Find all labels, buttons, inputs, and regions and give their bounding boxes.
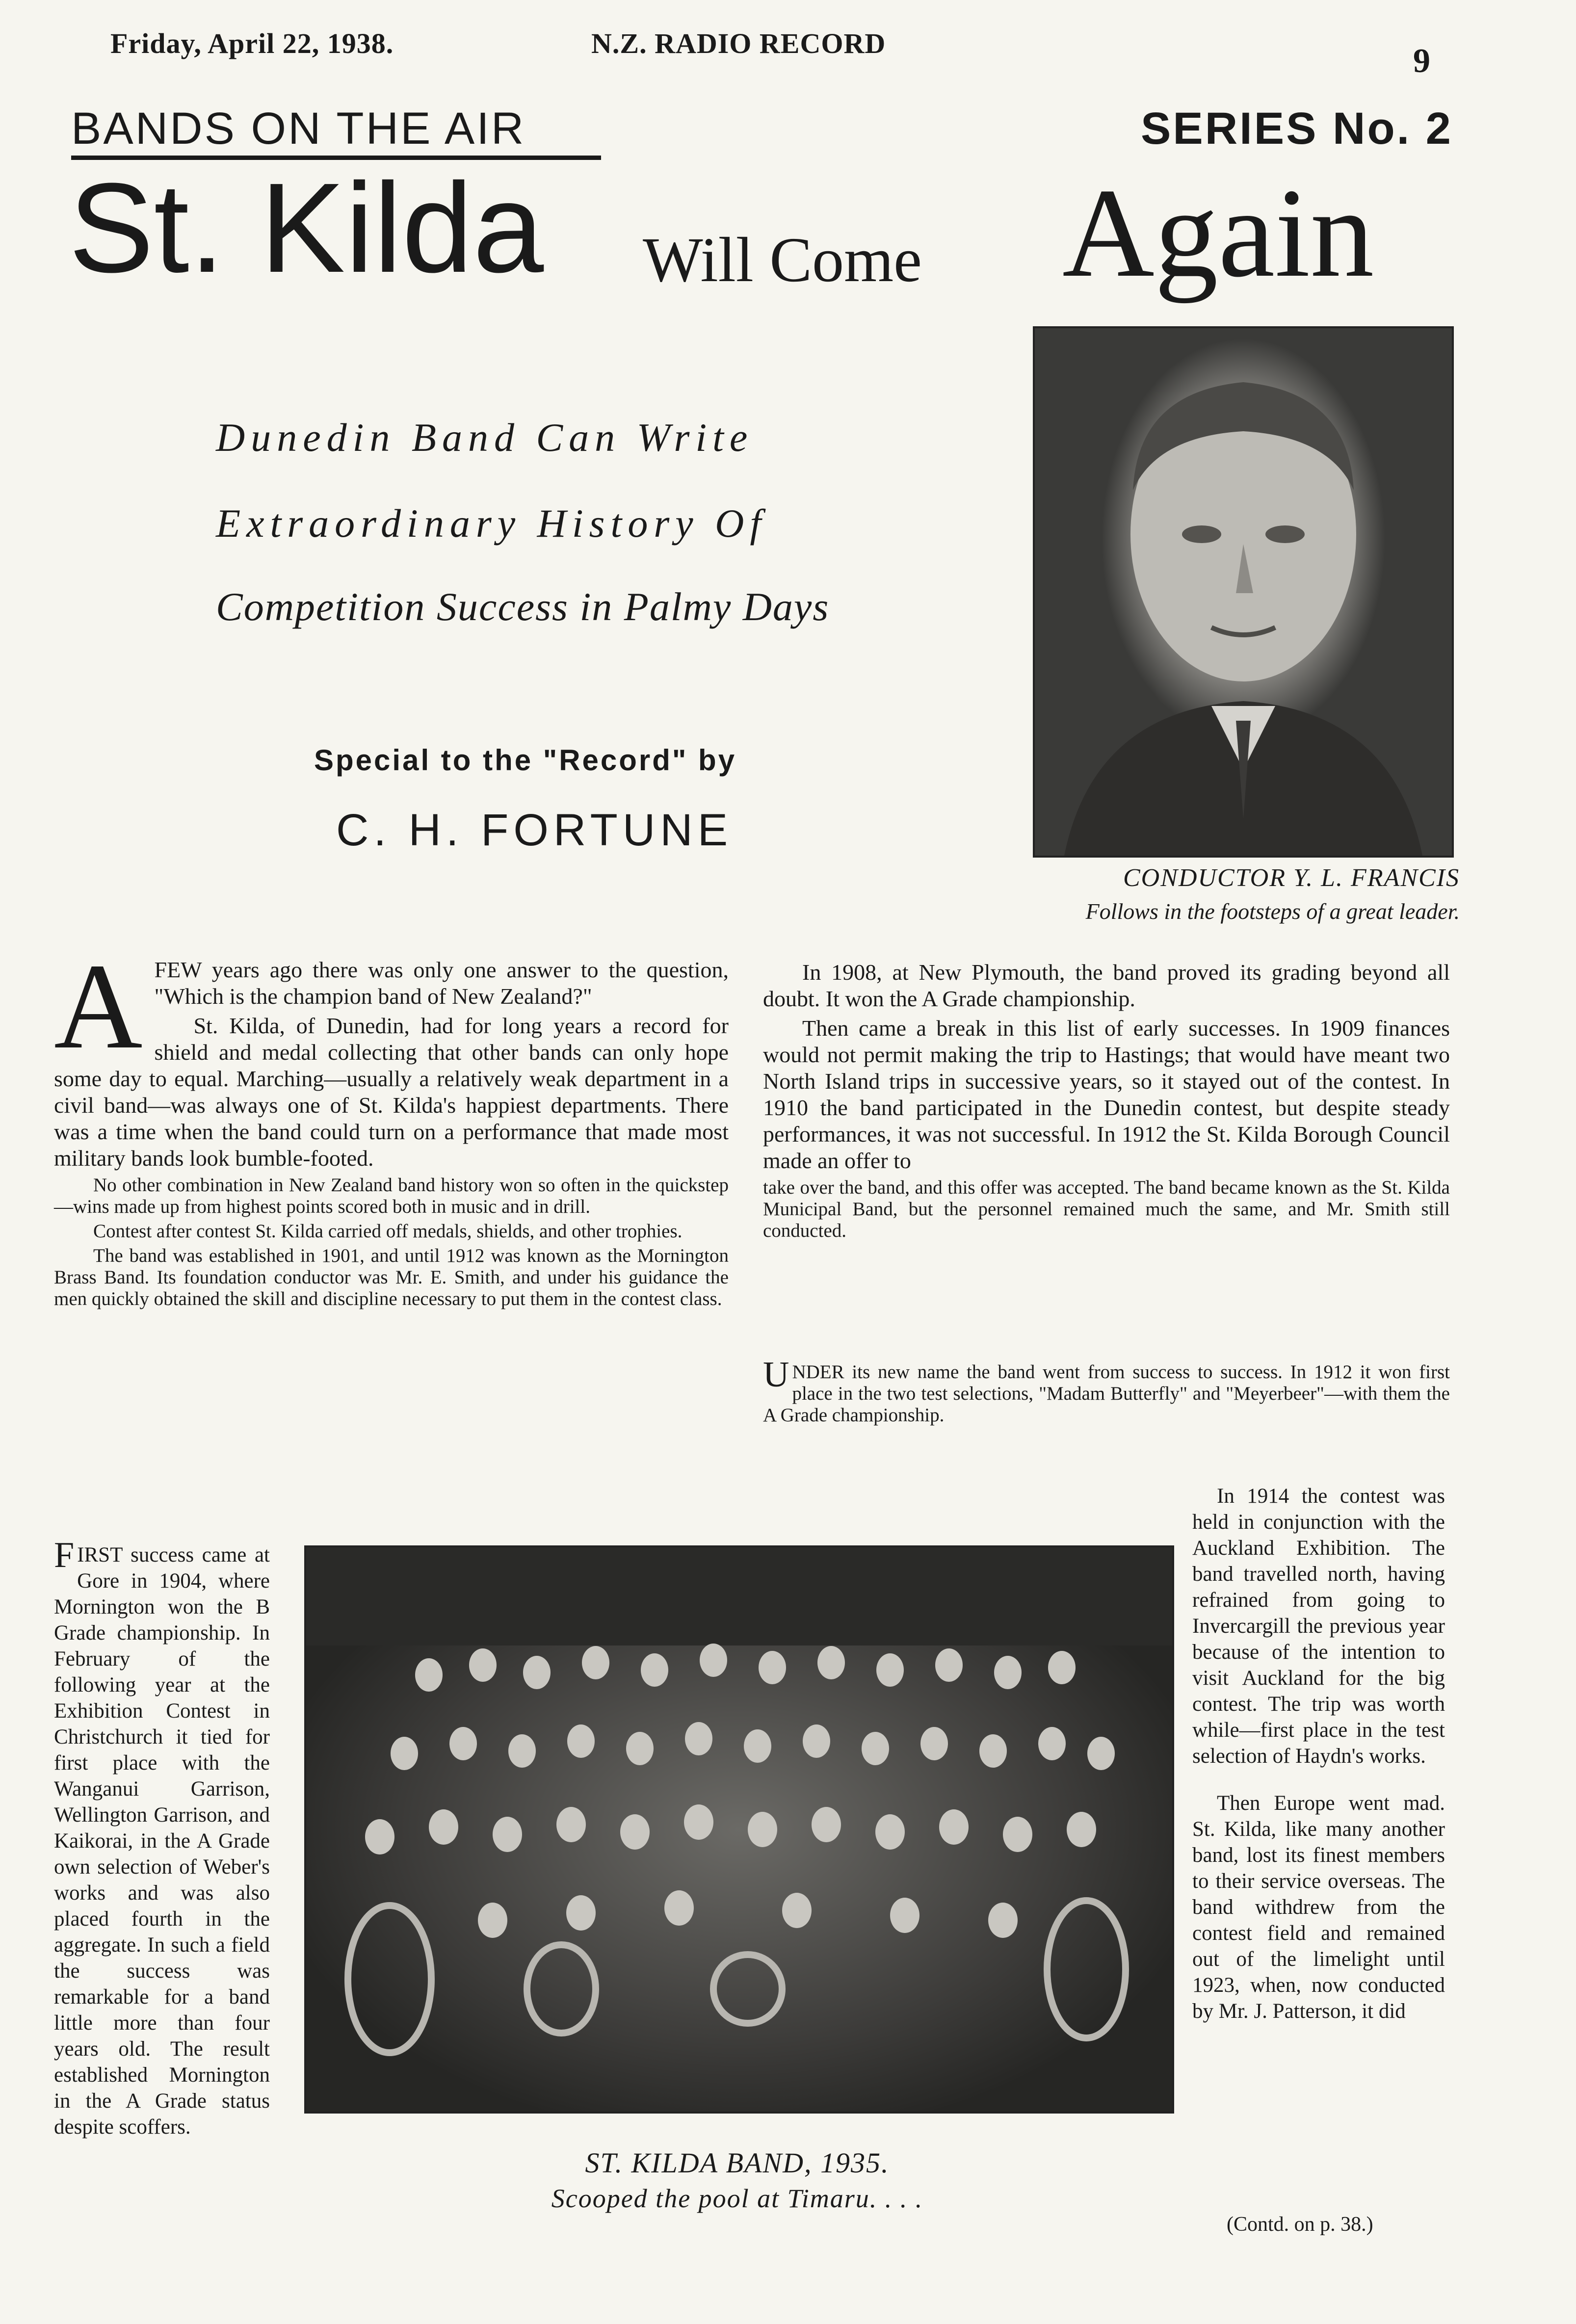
article-paragraph: NDER its new name the band went from success to success. In 1912 it won first place in the two test selections, "Madam Butterfly" and "Meyerbeer"—with them the A Grade championship. (763, 1361, 1450, 1426)
band-photo-caption-text: Scooped the pool at Timaru. . . . (551, 2184, 923, 2213)
portrait-caption-title: CONDUCTOR Y. L. FRANCIS (1123, 864, 1460, 892)
headline-part-3: Again (1062, 162, 1374, 304)
headline-part-1: St. Kilda (69, 157, 544, 299)
drop-cap: A (54, 939, 143, 1074)
article-paragraph: IRST success came at Gore in 1904, where Mornington won the B Grade championship. In February of the following year at the Exhibition Contest in Christchurch it tied for first place with the Wanganui Garrison, Wellington Garrison, and Kaikorai, in the A Grade own selection of Weber's works and was also placed fourth in the aggregate. In such a field the success was remarkable for a band little more than four years old. The result established Mornington in the A Grade status despite scoffers. (54, 1543, 270, 2139)
deck-line-3: Competition Success in Palmy Days (216, 584, 830, 629)
article-paragraph: In 1914 the contest was held in conjunction with the Auckland Exhibition. The band travelled north, having refrained from going to Invercargill the previous year because of the intention to visit Auckland for the big contest. The trip was worth while—first place in the test selection of Haydn's works. (1192, 1485, 1445, 1768)
series-number: SERIES No. 2 (1141, 104, 1453, 154)
article-column-narrow-right (1192, 1462, 1445, 2045)
band-photo-figure (306, 1547, 1172, 2112)
series-label: BANDS ON THE AIR (71, 103, 601, 160)
headline-part-2: Will Come (643, 225, 922, 295)
deck-line-2: Extraordinary History Of (216, 501, 767, 546)
byline-author: C. H. FORTUNE (336, 805, 733, 855)
article-paragraph: The band was established in 1901, and until 1912 was known as the Mornington Brass Band. Its foundation conductor was Mr. E. Smith, and under his guidance the men quickly obtained the skill and discipline necessary to put them in the contest class. (54, 1245, 729, 1309)
page-number: 9 (1413, 42, 1431, 80)
article-paragraph: St. Kilda, of Dunedin, had for long years a record for shield and medal collecting that other bands can only hope some day to equal. Marching—usually a relatively weak department in a civil band—was always one of St. Kilda's happiest departments. There was a time when the band could turn on a performance that made most military bands look bumble-footed. (54, 1013, 729, 1171)
article-column-left-top (54, 939, 729, 1313)
deck-line-1: Dunedin Band Can Write (216, 415, 754, 460)
issue-date: Friday, April 22, 1938. (110, 27, 394, 59)
band-photo-caption-title: ST. KILDA BAND, 1935. (585, 2147, 890, 2179)
conductor-portrait-photo (1033, 326, 1454, 858)
publication-name: N.Z. RADIO RECORD (591, 27, 886, 59)
article-paragraph: Then came a break in this list of early successes. In 1909 finances would not permit making the trip to Hastings; that would have meant two North Island trips in successive years, so it stayed out of the contest. In 1910 the band participated in the Dunedin contest, but despite steady performances, it was not successful. In 1912 the St. Kilda Borough Council made an offer to (763, 1016, 1450, 1173)
article-paragraph: In 1908, at New Plymouth, the band proved its grading beyond all doubt. It won the A Grade championship. (763, 960, 1450, 1011)
section-initial: F (54, 1535, 75, 1575)
article-paragraph: No other combination in New Zealand band history won so often in the quickstep—wins made up from highest points scored both in music and in drill. (54, 1175, 729, 1217)
article-paragraph: FEW years ago there was only one answer to the question, "Which is the champion band of New Zealand?" (154, 957, 729, 1009)
section-initial: U (763, 1355, 789, 1395)
article-paragraph: take over the band, and this offer was accepted. The band became known as the St. Kilda Municipal Band, but the personnel remained much the same, and Mr. Smith still conducted. (763, 1177, 1450, 1241)
byline-intro: Special to the "Record" by (314, 744, 737, 777)
portrait-caption-text: Follows in the footsteps of a great leader. (1085, 899, 1460, 924)
article-paragraph: Then Europe went mad. St. Kilda, like many another band, lost its finest members to their service overseas. The band withdrew from the contest field and remained out of the limelight until 1923, when, now conducted by Mr. J. Patterson, it did (1192, 1792, 1445, 2023)
article-paragraph: Contest after contest St. Kilda carried off medals, shields, and other trophies. (93, 1221, 683, 1242)
article-column-right-top (763, 959, 1450, 1245)
article-column-right-mid (763, 1355, 1450, 1429)
article-column-narrow-left (54, 1521, 270, 2161)
continued-notice: (Contd. on p. 38.) (1227, 2213, 1373, 2236)
portrait-figure (1035, 328, 1452, 856)
band-group-photo (304, 1545, 1174, 2114)
